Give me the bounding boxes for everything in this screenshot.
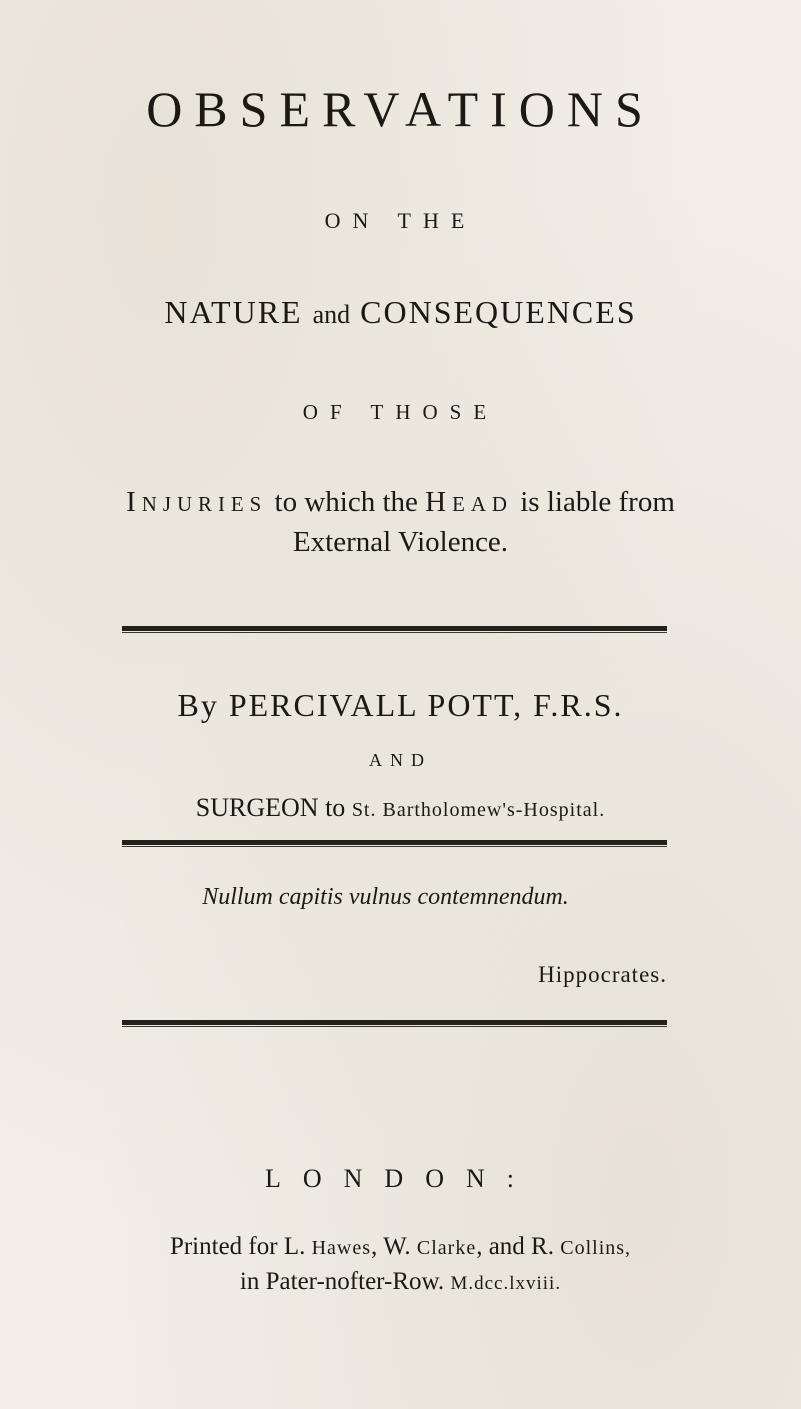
of-those-line: OF THOSE — [302, 400, 499, 424]
surgeon-hospital: Bartholomew's-Hospital. — [382, 799, 606, 821]
imprint-printers — [0, 1233, 801, 1261]
main-title: OBSERVATIONS — [146, 81, 655, 137]
motto-attribution: Hippocrates. — [538, 962, 667, 987]
printed-mid2: , and R. — [476, 1233, 561, 1260]
injuries-line — [0, 486, 801, 519]
consequences-word: CONSEQUENCES — [360, 294, 637, 330]
nature-consequences-line — [0, 294, 801, 331]
printed-mid1: , W. — [371, 1233, 417, 1260]
printer-hawes: Hawes — [311, 1237, 372, 1259]
and-line: AND — [369, 750, 432, 770]
on-the-line: ON THE — [324, 208, 477, 233]
imprint-date: M.dcc.lxviii. — [450, 1273, 562, 1294]
divider-rule — [122, 626, 667, 631]
external-violence-line: External Violence. — [292, 526, 509, 558]
injuries-end: is liable from — [513, 486, 675, 518]
address-prefix: in Pater-nofter-Row. — [239, 1268, 451, 1295]
surgeon-st: St. — [351, 799, 383, 821]
printer-collins: Collins, — [560, 1237, 632, 1259]
imprint-address — [0, 1268, 801, 1296]
nature-word: NATURE — [164, 294, 303, 330]
head-rest: EAD — [452, 492, 513, 516]
imprint-city: LONDON: — [265, 1164, 536, 1193]
and-word: and — [312, 300, 351, 329]
surgeon-line — [0, 793, 801, 823]
injuries-rest: NJURIES — [141, 492, 268, 516]
injuries-initial: I — [126, 486, 142, 518]
printer-clarke: Clarke — [416, 1237, 477, 1259]
divider-rule — [122, 840, 667, 845]
surgeon-prefix: SURGEON to — [195, 793, 352, 822]
printed-prefix: Printed for L. — [169, 1233, 312, 1260]
divider-rule — [122, 1020, 667, 1025]
latin-motto: Nullum capitis vulnus contemnendum. — [202, 884, 569, 910]
injuries-mid: to which the — [267, 486, 426, 518]
head-initial: H — [425, 486, 453, 518]
author-line: By PERCIVALL POTT, F.R.S. — [177, 687, 624, 723]
